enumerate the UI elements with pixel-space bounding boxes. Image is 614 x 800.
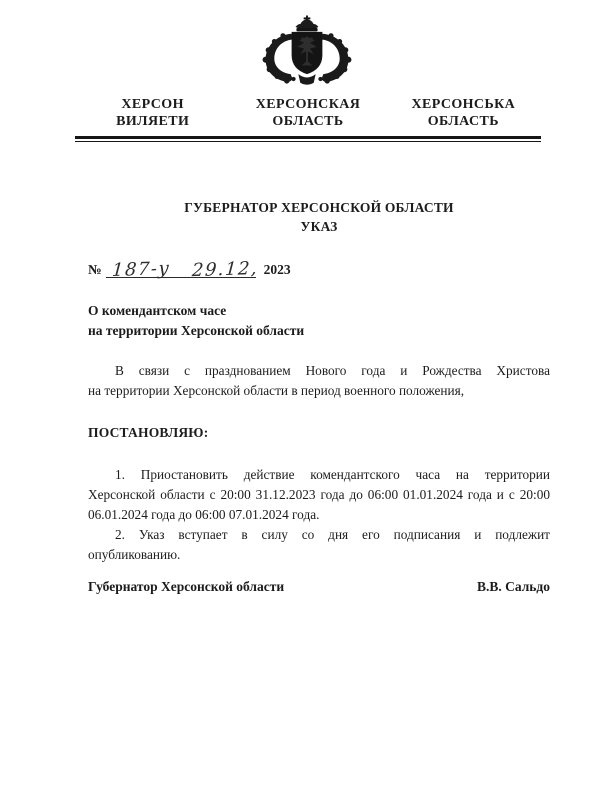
letterhead-left-line2: ВИЛЯЕТИ — [116, 114, 190, 129]
letterhead-center-line2: ОБЛАСТЬ — [272, 114, 344, 129]
letterhead-center-line1: ХЕРСОНСКАЯ — [255, 97, 361, 112]
item1-line-2: Херсонской области с 20:00 31.12.2023 года до 06:00 01.01.2024 года и с 20:00 — [88, 487, 550, 502]
intro-paragraph — [0, 361, 614, 401]
year-label: 2023 — [263, 262, 291, 277]
letterhead — [75, 96, 541, 130]
letterhead-left — [75, 96, 230, 130]
document-type: УКАЗ — [300, 219, 338, 234]
subject-line-1: О комендантском часе — [88, 303, 227, 318]
intro-line-2: на территории Херсонской области в период военного положения, — [88, 383, 465, 398]
letterhead-right-line1: ХЕРСОНСЬКА — [411, 97, 516, 112]
intro-line-1: В связи с празднованием Нового года и Рождества Христова — [115, 363, 550, 378]
item2-line-2: опубликованию. — [88, 547, 181, 562]
decree-subject — [88, 301, 550, 341]
item1-line-1: 1. Приостановить действие комендантского часа на территории — [115, 467, 550, 482]
letterhead-divider — [75, 136, 541, 142]
number-sign: № — [88, 262, 102, 277]
handwritten-date: 29.12, — [190, 257, 259, 282]
document-title — [88, 198, 550, 236]
number-date-blank-line — [106, 257, 259, 282]
item2-line-1: 2. Указ вступает в силу со дня его подписания и подлежит — [115, 527, 550, 542]
letterhead-center — [230, 96, 385, 130]
coat-of-arms-icon — [257, 14, 357, 92]
signatory-name: В.В. Сальдо — [476, 579, 550, 594]
issuing-authority: ГУБЕРНАТОР ХЕРСОНСКОЙ ОБЛАСТИ — [184, 200, 454, 215]
subject-line-2: на территории Херсонской области — [88, 323, 305, 338]
letterhead-right-line2: ОБЛАСТЬ — [427, 114, 499, 129]
letterhead-right — [386, 96, 541, 130]
signatory-post: Губернатор Херсонской области — [88, 579, 285, 594]
item1-line-3: 06.01.2024 года до 06:00 07.01.2024 года. — [88, 507, 320, 522]
number-date-line — [88, 257, 614, 285]
signature-block — [88, 577, 550, 597]
letterhead-left-line1: ХЕРСОН — [121, 97, 184, 112]
resolve-keyword: ПОСТАНОВЛЯЮ: — [88, 425, 209, 440]
handwritten-decree-number: 187-у — [110, 257, 171, 282]
kherson-coat-of-arms-svg — [257, 14, 357, 92]
decree-items — [0, 465, 614, 565]
